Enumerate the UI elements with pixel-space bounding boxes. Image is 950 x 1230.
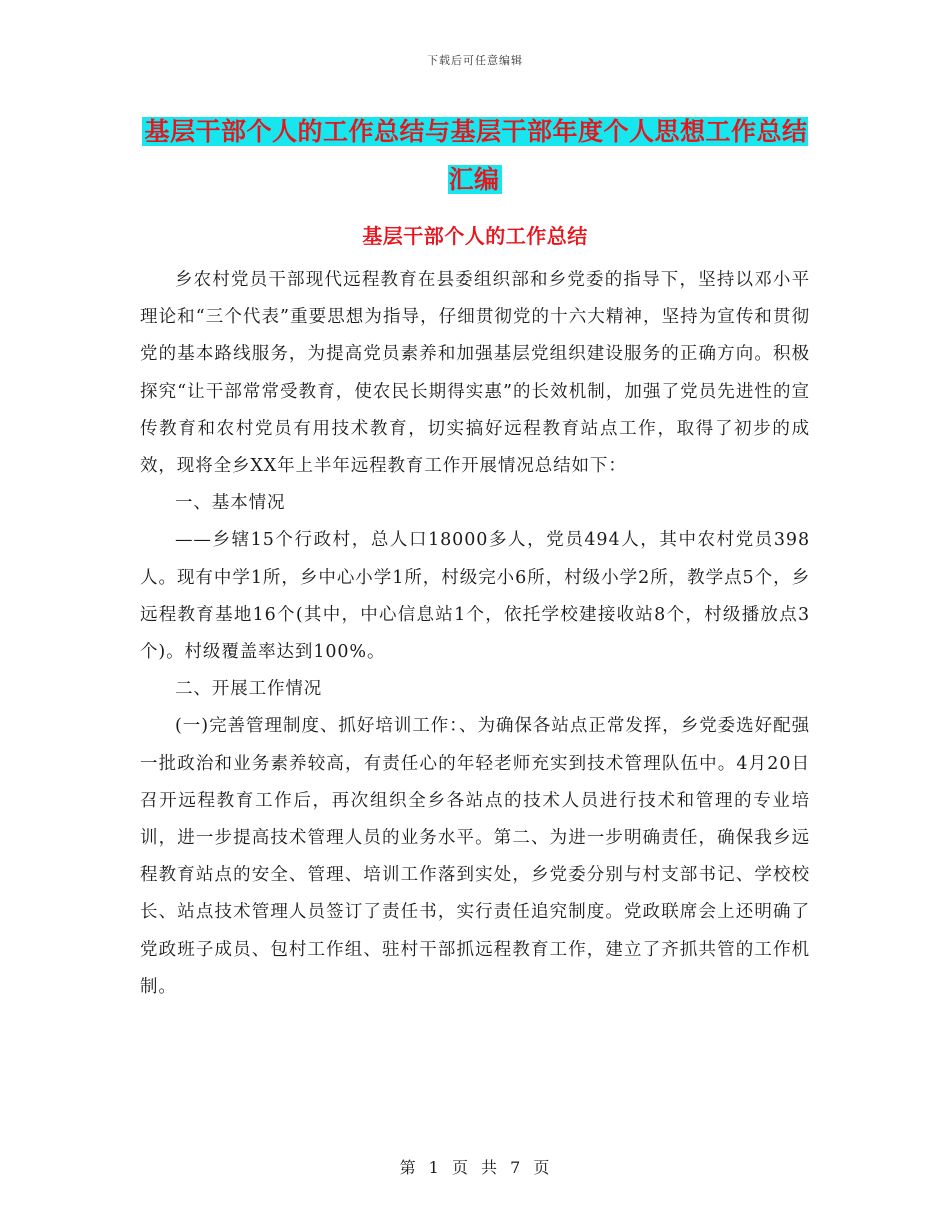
page-header-note: 下载后可任意编辑 [427,54,523,67]
paragraph-intro: 乡农村党员干部现代远程教育在县委组织部和乡党委的指导下，坚持以邓小平理论和“三个代表”重要思想为指导，仔细贯彻党的十六大精神，坚持为宣传和贯彻党的基本路线服务，为提高党员素养和加强基层党组织建设服务的正确方向。积极探究“让干部常常受教育，使农民长期得实惠”的长效机制，加强了党员先进性的宣传教育和农村党员有用技术教育，切实搞好远程教育站点工作，取得了初步的成效，现将全乡XX年上半年远程教育工作开展情况总结如下： [140,270,810,477]
section-title: 基层干部个人的工作总结 [362,224,588,248]
heading-work-progress: 二、开展工作情况 [175,679,323,700]
heading-basic-situation: 一、基本情况 [175,493,286,514]
page-number: 第 1 页 共 7 页 [399,1158,551,1177]
document-title [140,108,810,204]
paragraph-work-progress: (一)完善管理制度、抓好培训工作：、为确保各站点正常发挥，乡党委选好配强一批政治和业务素养较高，有责任心的年轻老师充实到技术管理队伍中。4月20日召开远程教育工作后，再次组织全乡各站点的技术人员进行技术和管理的专业培训，进一步提高技术管理人员的业务水平。第二、为进一步明确责任，确保我乡远程教育站点的安全、管理、培训工作落到实处，乡党委分别与村支部书记、学校校长、站点技术管理人员签订了责任书，实行责任追究制度。党政联席会上还明确了党政班子成员、包村工作组、驻村干部抓远程教育工作，建立了齐抓共管的工作机制。 [140,716,810,997]
document-body [140,262,810,1006]
document-title-text: 基层干部个人的工作总结与基层干部年度个人思想工作总结汇编 [144,117,808,194]
paragraph-basic-situation: ——乡辖15个行政村，总人口18000多人，党员494人，其中农村党员398人。现有中学1所，乡中心小学1所，村级完小6所，村级小学2所，教学点5个，乡远程教育基地16个(其中，中心信息站1个，依托学校建接收站8个，村级播放点3个)。村级覆盖率达到100%。 [140,530,810,663]
